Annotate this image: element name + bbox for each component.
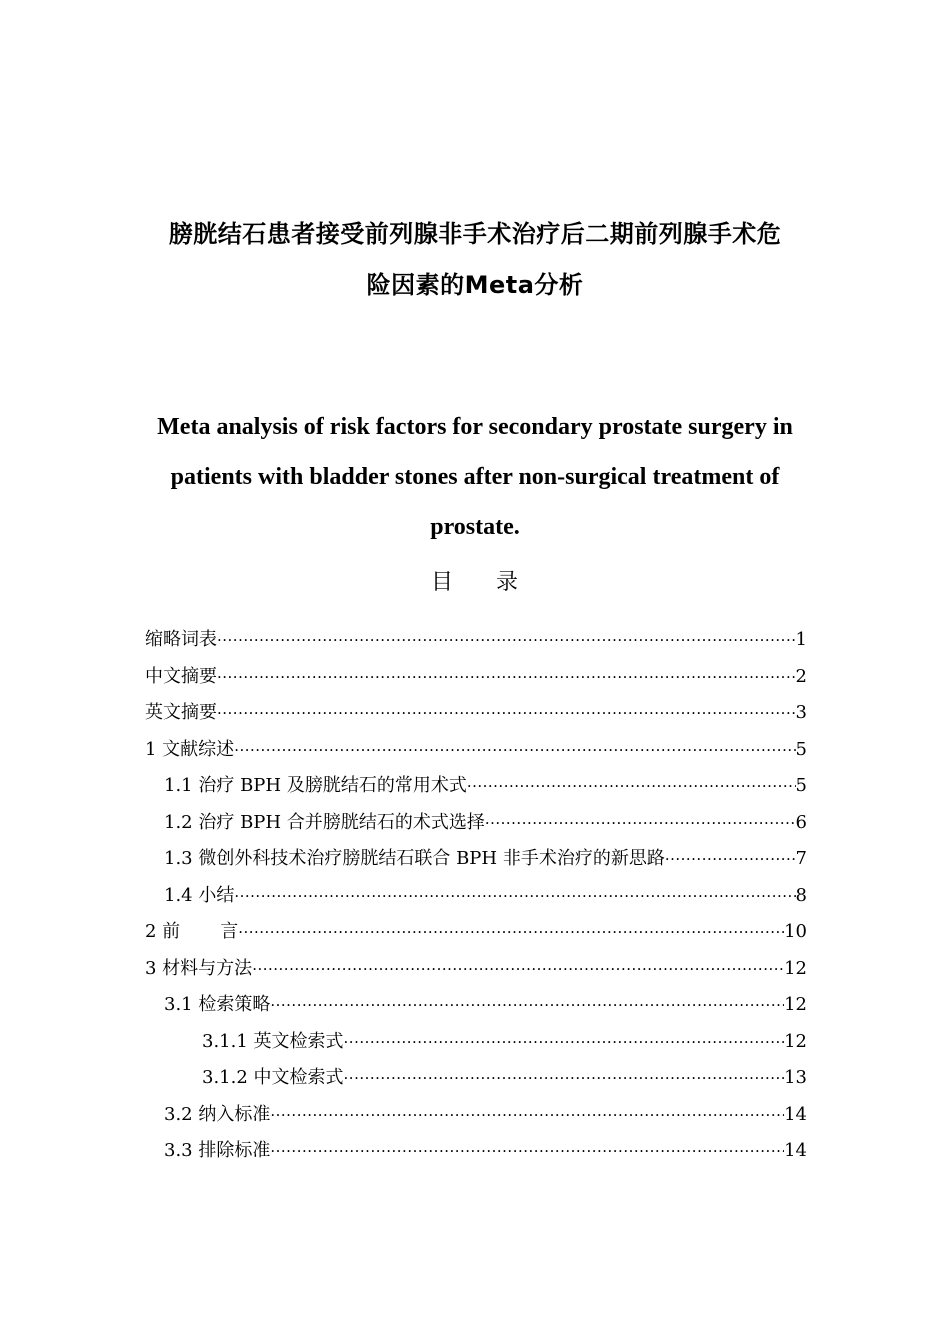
toc-page-number: 14 bbox=[784, 1140, 807, 1161]
toc-dot-leader bbox=[485, 805, 796, 842]
toc-entry-label-part-2: 言 bbox=[220, 921, 239, 942]
toc-entry-label: 中文摘要 bbox=[145, 665, 217, 687]
toc-entry-label: 1 文献综述 bbox=[145, 738, 235, 760]
toc-heading-char-1: 目 bbox=[430, 570, 454, 595]
toc-dot-leader bbox=[665, 841, 796, 878]
english-title-line-2: patients with bladder stones after non-surgical treatment of bbox=[170, 464, 780, 490]
toc-dot-leader bbox=[270, 1097, 784, 1134]
english-title-line-1: Meta analysis of risk factors for secondary prostate surgery in bbox=[157, 414, 793, 440]
toc-entry-label: 3 材料与方法 bbox=[145, 957, 253, 979]
toc-entry-label: 1.2 治疗 BPH 合并膀胱结石的术式选择 bbox=[164, 811, 485, 833]
toc-page-number: 1 bbox=[795, 629, 807, 650]
toc-entry-3-1-2[interactable] bbox=[145, 1060, 807, 1097]
toc-entry-label: 3.1.2 中文检索式 bbox=[202, 1067, 344, 1088]
toc-entry-label: 3.2 纳入标准 bbox=[164, 1103, 271, 1125]
toc-dot-leader bbox=[217, 695, 796, 732]
toc-page-number: 13 bbox=[784, 1067, 807, 1088]
toc-page-number: 6 bbox=[795, 811, 807, 833]
toc-page-number: 12 bbox=[784, 994, 807, 1015]
toc-entry-label: 1.1 治疗 BPH 及膀胱结石的常用术式 bbox=[164, 775, 467, 796]
toc-entry-label: 3.1 检索策略 bbox=[164, 994, 271, 1015]
toc-entry-label: 1.3 微创外科技术治疗膀胱结石联合 BPH 非手术治疗的新思路 bbox=[164, 848, 665, 869]
toc-dot-leader bbox=[344, 1060, 785, 1097]
chinese-title-line-1: 膀胱结石患者接受前列腺非手术治疗后二期前列腺手术危 bbox=[168, 220, 782, 248]
toc-page-number: 7 bbox=[795, 848, 807, 869]
toc-dot-leader bbox=[217, 659, 796, 696]
toc-entry-3-2[interactable] bbox=[145, 1097, 807, 1134]
toc-entry-english-abstract[interactable] bbox=[145, 695, 807, 732]
toc-heading-char-2: 录 bbox=[496, 570, 520, 595]
toc-dot-leader bbox=[344, 1024, 785, 1061]
toc-entry-label bbox=[145, 914, 238, 951]
toc-dot-leader bbox=[270, 1133, 784, 1170]
english-title-line-3: prostate. bbox=[430, 514, 520, 540]
toc-page-number: 8 bbox=[795, 884, 807, 906]
toc-dot-leader bbox=[252, 951, 784, 988]
table-of-contents bbox=[145, 622, 807, 1170]
toc-page-number: 14 bbox=[784, 1103, 807, 1125]
toc-entry-1-3[interactable] bbox=[145, 841, 807, 878]
toc-dot-leader bbox=[467, 768, 796, 805]
toc-entry-label: 3.1.1 英文检索式 bbox=[202, 1030, 344, 1052]
toc-entry-3-1[interactable] bbox=[145, 987, 807, 1024]
toc-page-number: 5 bbox=[795, 775, 807, 796]
toc-entry-label: 英文摘要 bbox=[145, 702, 217, 723]
toc-entry-abbreviations[interactable] bbox=[145, 622, 807, 659]
toc-entry-3-1-1[interactable] bbox=[145, 1024, 807, 1061]
toc-entry-1-4[interactable] bbox=[145, 878, 807, 915]
toc-dot-leader bbox=[217, 622, 796, 659]
toc-entry-materials-methods[interactable] bbox=[145, 951, 807, 988]
toc-entry-literature-review[interactable] bbox=[145, 732, 807, 769]
toc-dot-leader bbox=[270, 987, 784, 1024]
toc-dot-leader bbox=[234, 878, 795, 915]
toc-dot-leader bbox=[234, 732, 795, 769]
toc-entry-preface[interactable] bbox=[145, 914, 807, 951]
toc-page-number: 3 bbox=[795, 702, 807, 723]
toc-dot-leader bbox=[238, 914, 784, 951]
toc-entry-label: 1.4 小结 bbox=[164, 884, 235, 906]
toc-page-number: 12 bbox=[784, 1030, 807, 1052]
toc-heading bbox=[0, 565, 950, 596]
toc-entry-chinese-abstract[interactable] bbox=[145, 659, 807, 696]
toc-entry-3-3[interactable] bbox=[145, 1133, 807, 1170]
toc-entry-label: 缩略词表 bbox=[145, 629, 217, 650]
toc-page-number: 2 bbox=[795, 665, 807, 687]
toc-entry-label-part-1: 2 前 bbox=[145, 921, 181, 942]
toc-entry-label: 3.3 排除标准 bbox=[164, 1140, 271, 1161]
toc-entry-1-1[interactable] bbox=[145, 768, 807, 805]
toc-page-number: 12 bbox=[784, 957, 807, 979]
toc-page-number: 5 bbox=[795, 738, 807, 760]
chinese-title-line-2: 险因素的Meta分析 bbox=[366, 271, 584, 299]
toc-entry-1-2[interactable] bbox=[145, 805, 807, 842]
toc-page-number: 10 bbox=[784, 921, 807, 942]
